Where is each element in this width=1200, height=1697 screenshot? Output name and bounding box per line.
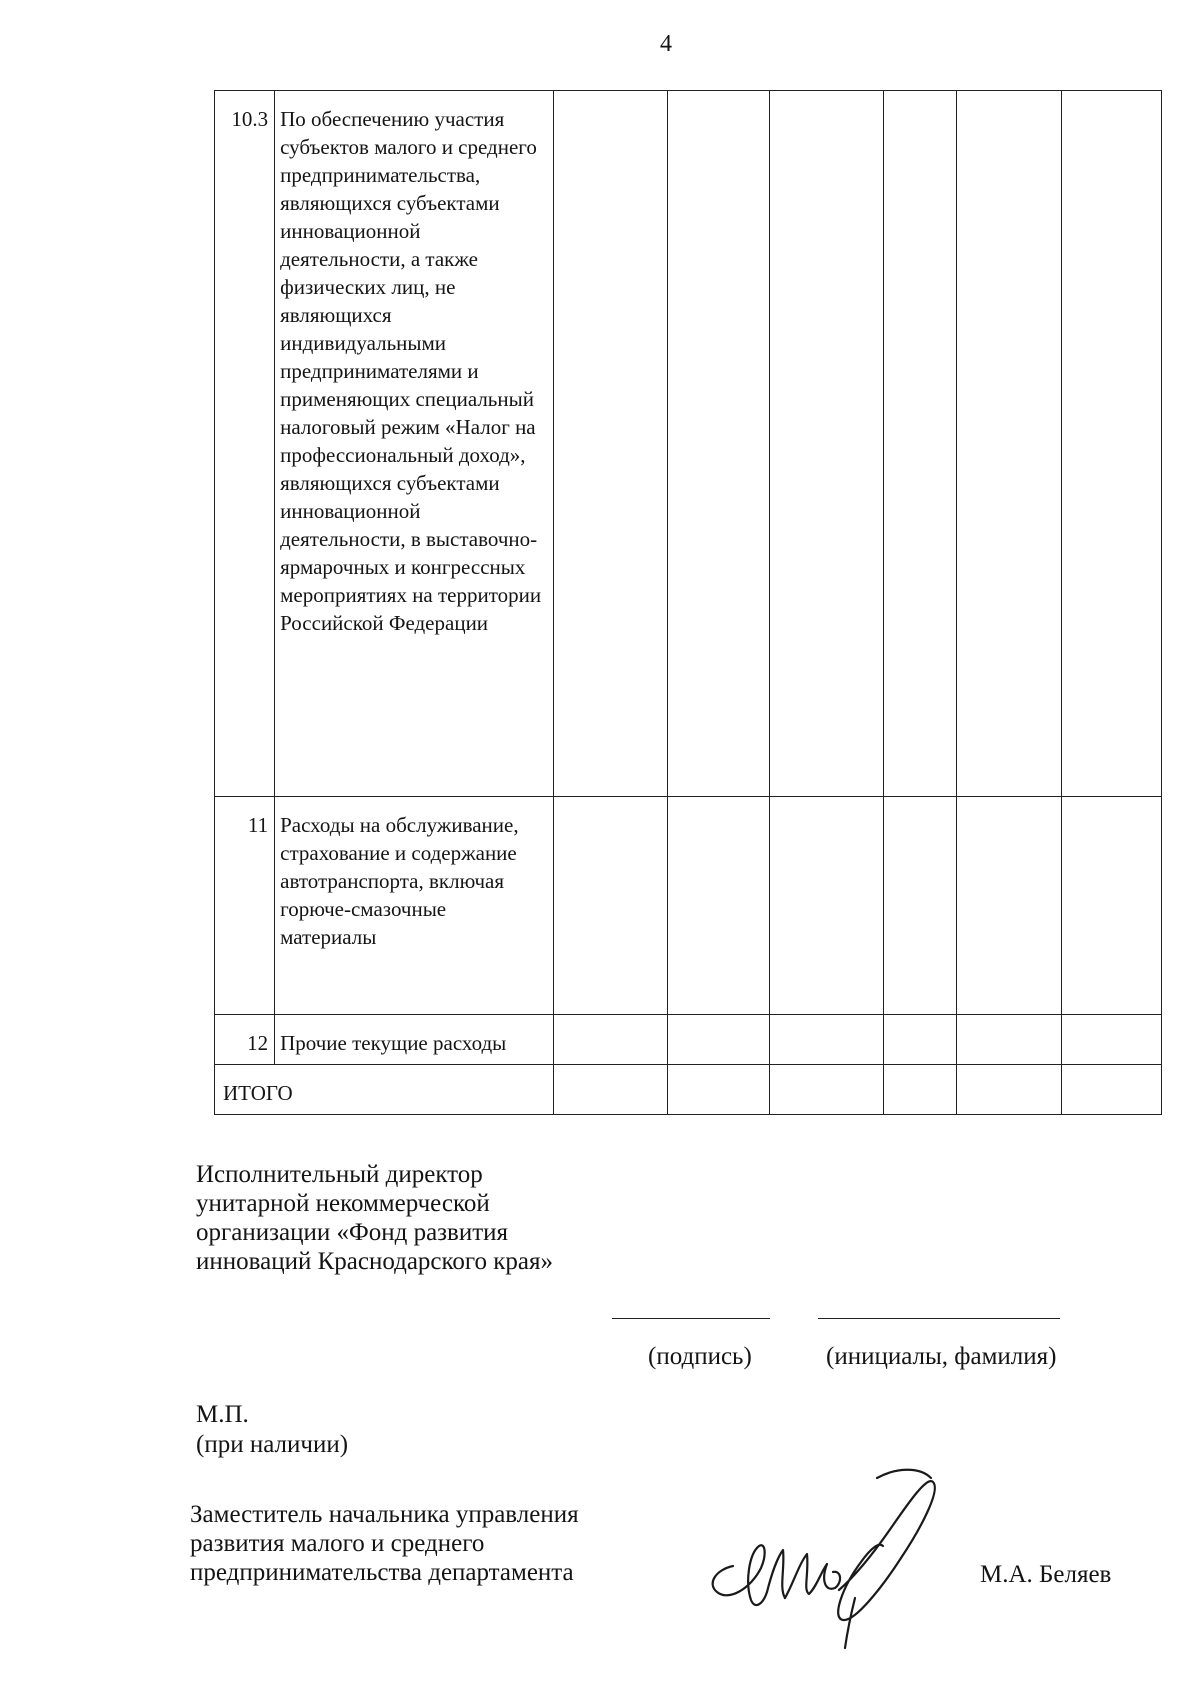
row-number: 10.3 — [215, 91, 275, 797]
director-title: Исполнительный директор унитарной некоммерческой организации «Фонд развития инноваций Краснодарского края» — [196, 1161, 554, 1275]
table-cell — [1061, 1065, 1161, 1115]
table-cell — [553, 797, 667, 1015]
table-cell — [884, 91, 956, 797]
table-cell — [884, 1015, 956, 1065]
table-cell — [553, 91, 667, 797]
table-cell — [956, 1065, 1061, 1115]
table-cell — [667, 91, 769, 797]
table-cell — [770, 1065, 884, 1115]
table-cell — [667, 1065, 769, 1115]
row-description: По обеспечению участия субъектов малого и среднего предпринимательства, являющихся субъектами инновационной деятельности, а также физических лиц, не являющихся индивидуальными предпринимателями и применяющих специальный налоговый режим «Налог на профессиональный доход», являющихся субъектами инновационной деятельности, в выставочно-ярмарочных и конгрессных мероприятиях на территории Российской Федерации — [275, 91, 554, 797]
row-number: 11 — [215, 797, 275, 1015]
handwritten-signature — [705, 1458, 965, 1658]
table-cell — [667, 797, 769, 1015]
table-cell — [884, 797, 956, 1015]
row-description: Прочие текущие расходы — [275, 1015, 554, 1065]
name-line — [818, 1318, 1060, 1319]
table-cell — [1061, 797, 1161, 1015]
table-row — [215, 91, 1162, 797]
table-cell — [956, 91, 1061, 797]
table-row — [215, 1015, 1162, 1065]
page-number: 4 — [660, 31, 672, 57]
stamp-note: (при наличии) — [196, 1431, 349, 1458]
total-label: ИТОГО — [215, 1065, 554, 1115]
table-cell — [1061, 1015, 1161, 1065]
table-cell — [553, 1065, 667, 1115]
table-cell — [956, 797, 1061, 1015]
row-number: 12 — [215, 1015, 275, 1065]
name-caption: (инициалы, фамилия) — [826, 1343, 1057, 1370]
table-row — [215, 797, 1162, 1015]
deputy-name: М.А. Беляев — [980, 1561, 1112, 1588]
signature-caption: (подпись) — [648, 1343, 752, 1370]
table-cell — [667, 1015, 769, 1065]
row-description: Расходы на обслуживание, страхование и содержание автотранспорта, включая горюче-смазочные материалы — [275, 797, 554, 1015]
budget-table — [214, 90, 1162, 1115]
table-cell — [553, 1015, 667, 1065]
table-cell — [956, 1015, 1061, 1065]
deputy-title: Заместитель начальника управления развития малого и среднего предпринимательства департамента — [190, 1501, 579, 1586]
table-cell — [770, 797, 884, 1015]
table-cell — [1061, 91, 1161, 797]
table-cell — [884, 1065, 956, 1115]
table-cell — [770, 1015, 884, 1065]
stamp-label: М.П. — [196, 1401, 249, 1428]
total-row — [215, 1065, 1162, 1115]
table-cell — [770, 91, 884, 797]
signature-line — [612, 1318, 770, 1319]
